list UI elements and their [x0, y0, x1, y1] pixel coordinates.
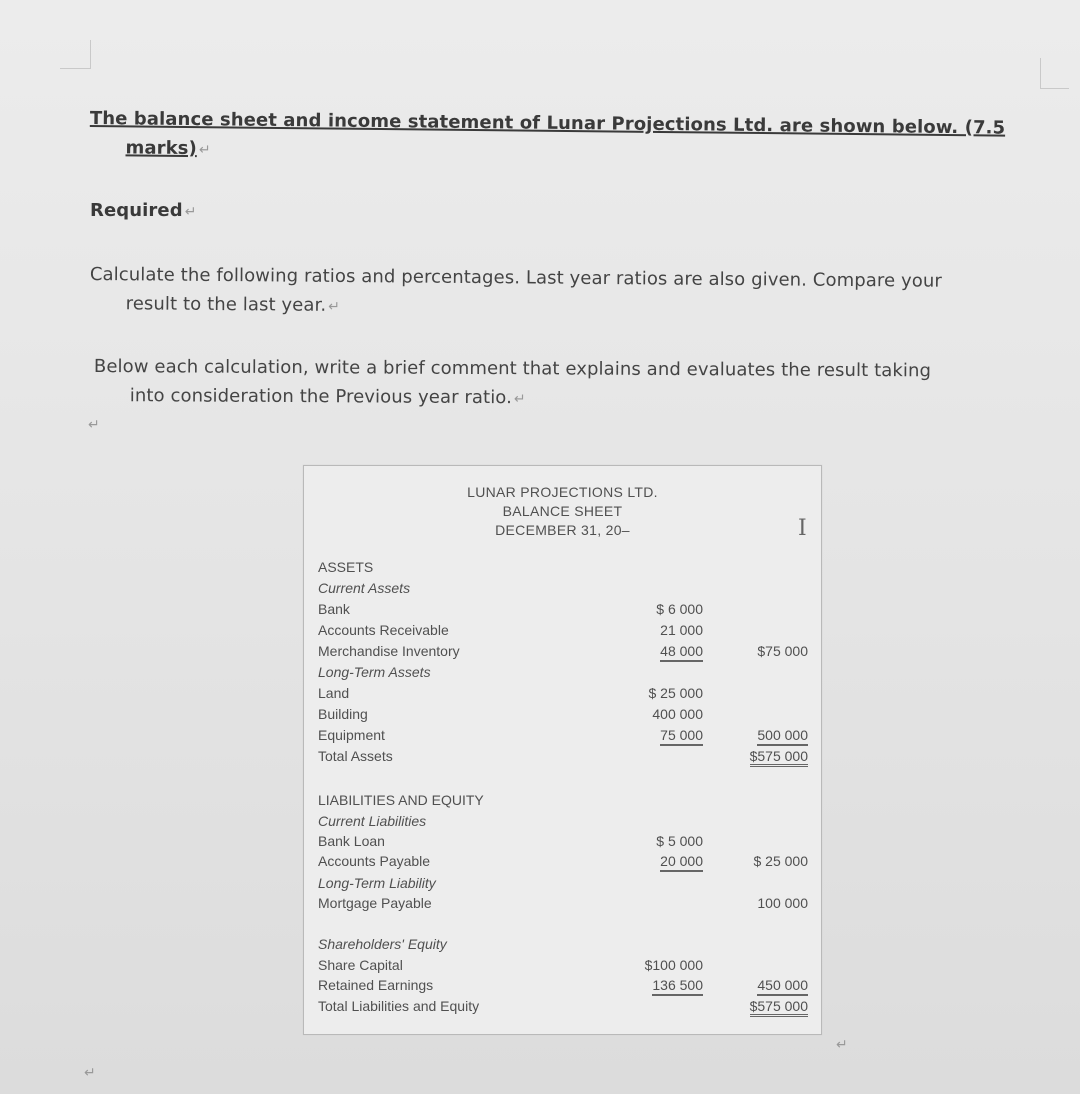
accounts-receivable-row: Accounts Receivable 21 000 — [318, 622, 703, 638]
required-label: Required ↵ — [90, 200, 197, 221]
balance-sheet-image — [303, 465, 822, 1035]
mortgage-payable-row: Mortgage Payable 100 000 — [318, 895, 808, 911]
question-heading-line1: The balance sheet and income statement of Lunar Projections Ltd. are shown below. (7.5 — [89, 108, 1006, 139]
page-corner-mark-left — [60, 40, 91, 69]
paragraph-mark-icon: ↵ — [184, 204, 197, 220]
company-name: LUNAR PROJECTIONS LTD. — [467, 484, 658, 500]
paragraph-mark-icon: ↵ — [84, 1064, 96, 1080]
text-cursor-icon: I — [798, 516, 807, 541]
equity-heading: Shareholders' Equity — [318, 936, 447, 952]
building-row: Building 400 000 — [318, 706, 703, 722]
total-liabilities-equity-row: Total Liabilities and Equity $575 000 — [318, 998, 808, 1018]
liabilities-heading: LIABILITIES AND EQUITY — [318, 792, 484, 808]
current-assets-heading: Current Assets — [318, 580, 411, 596]
paragraph-mark-icon: ↵ — [836, 1036, 848, 1052]
page-corner-mark-right — [1040, 58, 1069, 89]
long-term-liability-heading: Long-Term Liability — [318, 875, 436, 891]
paragraph-mark-icon: ↵ — [198, 142, 211, 159]
equipment-row: Equipment 75 000 500 000 — [318, 727, 808, 747]
retained-earnings-row: Retained Earnings 136 500 450 000 — [318, 977, 808, 997]
question-heading-line2: marks) — [125, 137, 197, 160]
instruction-paragraph: Calculate the following ratios and percentages. Last year ratios are also given. Compare your result to the last year. ↵ — [89, 264, 942, 316]
statement-title: BALANCE SHEET — [502, 503, 623, 519]
merchandise-inventory-row: Merchandise Inventory 48 000 $75 000 — [318, 643, 808, 663]
bank-loan-row: Bank Loan $ 5 000 — [318, 833, 703, 849]
bank-row: Bank $ 6 000 — [318, 601, 703, 617]
paragraph-mark-icon: ↵ — [513, 391, 526, 408]
land-row: Land $ 25 000 — [318, 685, 703, 701]
comment-paragraph: Below each calculation, write a brief comment that explains and evaluates the result taking into consideration the Previous year ratio. ↵ — [93, 356, 932, 409]
total-assets-row: Total Assets $575 000 — [318, 748, 808, 768]
question-heading — [89, 108, 1005, 168]
statement-date: DECEMBER 31, 20– — [495, 522, 630, 538]
assets-heading: ASSETS — [318, 559, 374, 575]
accounts-payable-row: Accounts Payable 20 000 $ 25 000 — [318, 853, 808, 873]
current-liabilities-heading: Current Liabilities — [318, 813, 427, 829]
paragraph-mark-icon: ↵ — [88, 416, 100, 432]
share-capital-row: Share Capital $100 000 — [318, 957, 703, 973]
long-term-assets-heading: Long-Term Assets — [318, 664, 431, 680]
paragraph-mark-icon: ↵ — [328, 298, 341, 315]
